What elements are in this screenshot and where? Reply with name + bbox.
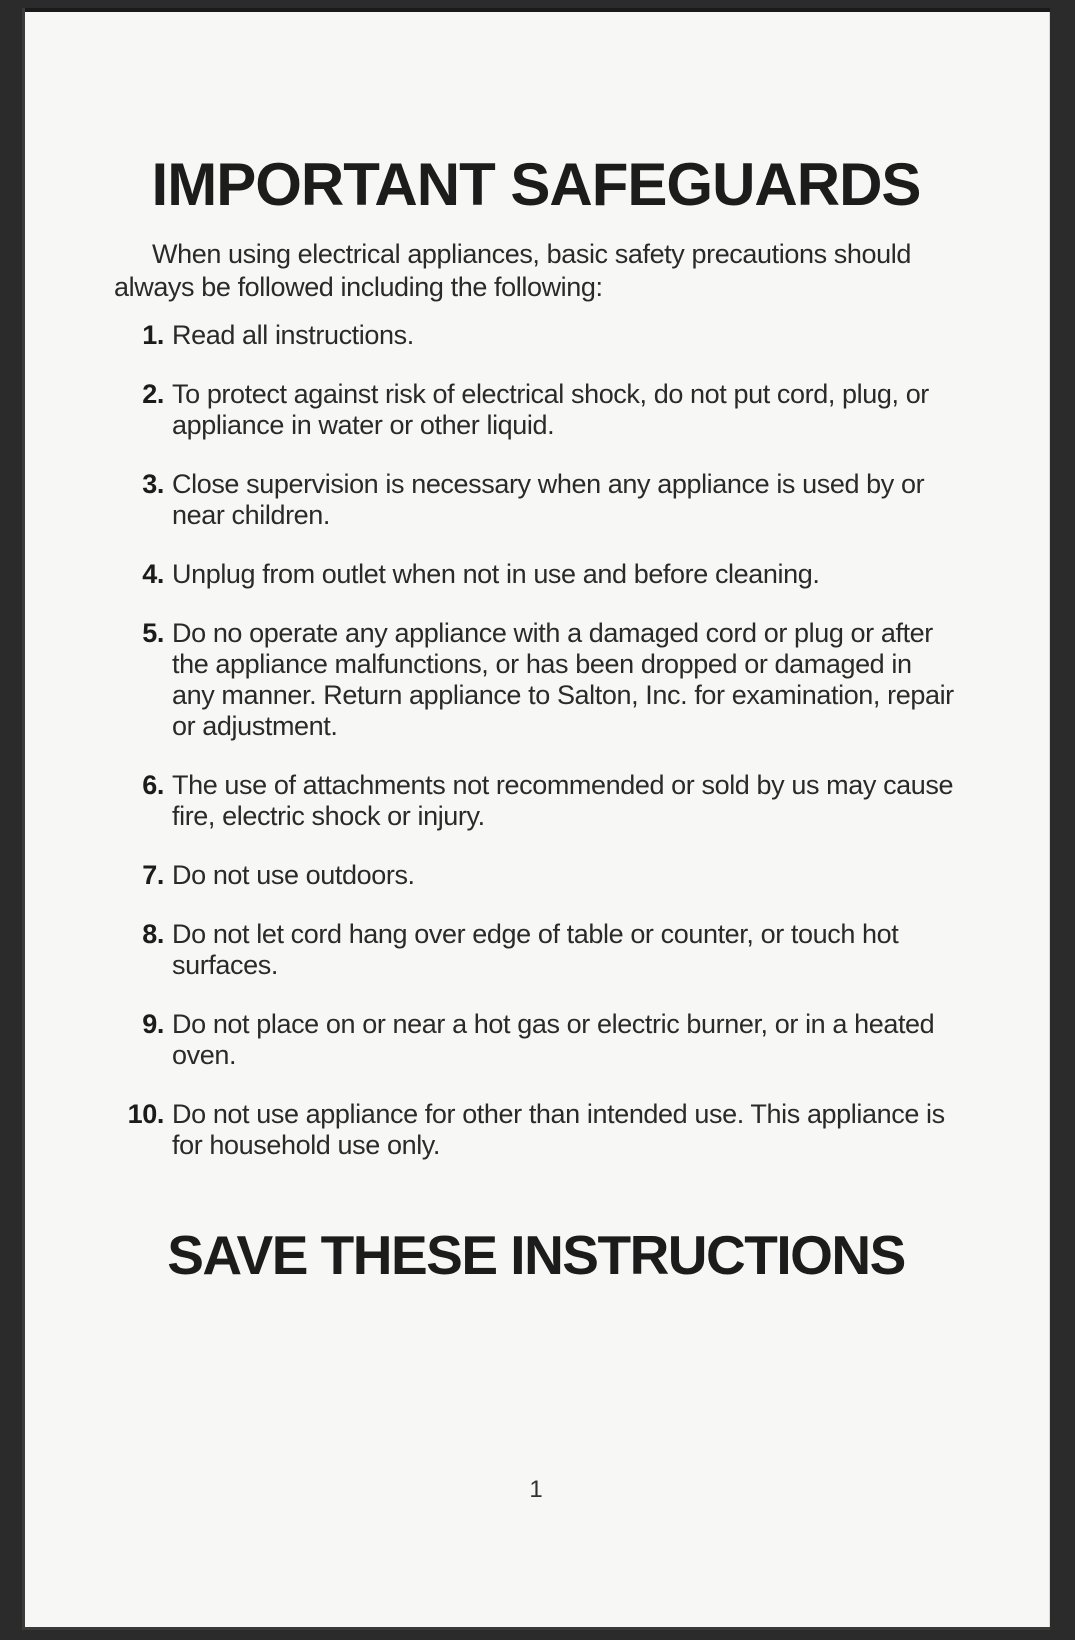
list-item	[118, 1099, 958, 1161]
list-item	[118, 469, 958, 531]
item-text: To protect against risk of electrical shock, do not put cord, plug, or appliance in water or other liquid.	[172, 379, 929, 440]
item-text: Unplug from outlet when not in use and before cleaning.	[172, 559, 820, 589]
item-number: 9.	[142, 1009, 164, 1039]
item-text: The use of attachments not recommended or sold by us may cause fire, electric shock or injury.	[172, 770, 954, 831]
list-item	[118, 379, 958, 441]
item-number: 3.	[142, 469, 164, 499]
bottom-border	[22, 1627, 1050, 1630]
list-item	[118, 860, 958, 891]
item-text: Do not use outdoors.	[172, 860, 415, 890]
intro-paragraph: When using electrical appliances, basic safety precautions should always be followed including the following:	[114, 239, 911, 302]
item-text: Do not let cord hang over edge of table or counter, or touch hot surfaces.	[172, 919, 899, 980]
page-title: IMPORTANT SAFEGUARDS	[151, 151, 921, 218]
left-border	[22, 8, 25, 1630]
list-item	[118, 919, 958, 981]
list-item	[118, 618, 958, 742]
item-number: 1.	[142, 320, 164, 350]
list-item	[118, 770, 958, 832]
top-border	[22, 8, 1050, 12]
manual-page	[22, 8, 1050, 1630]
item-number: 5.	[142, 618, 164, 648]
list-item	[118, 1009, 958, 1071]
safeguards-list	[118, 320, 958, 1189]
item-text: Do no operate any appliance with a damaged cord or plug or after the appliance malfunctions, or has been dropped or damaged in any manner. Return appliance to Salton, Inc. for examination, repair or adjustment.	[172, 618, 954, 741]
item-text: Close supervision is necessary when any appliance is used by or near children.	[172, 469, 925, 530]
item-text: Do not place on or near a hot gas or electric burner, or in a heated oven.	[172, 1009, 935, 1070]
item-number: 6.	[142, 770, 164, 800]
list-item	[118, 559, 958, 590]
item-text: Read all instructions.	[172, 320, 414, 350]
item-number: 4.	[142, 559, 164, 589]
list-item	[118, 320, 958, 351]
item-number: 2.	[142, 379, 164, 409]
item-number: 7.	[142, 860, 164, 890]
item-text: Do not use appliance for other than intended use. This appliance is for household use only.	[172, 1099, 945, 1160]
page-number: 1	[529, 1476, 543, 1503]
closing-heading: SAVE THESE INSTRUCTIONS	[167, 1224, 905, 1286]
item-number: 10.	[127, 1099, 164, 1129]
item-number: 8.	[142, 919, 164, 949]
